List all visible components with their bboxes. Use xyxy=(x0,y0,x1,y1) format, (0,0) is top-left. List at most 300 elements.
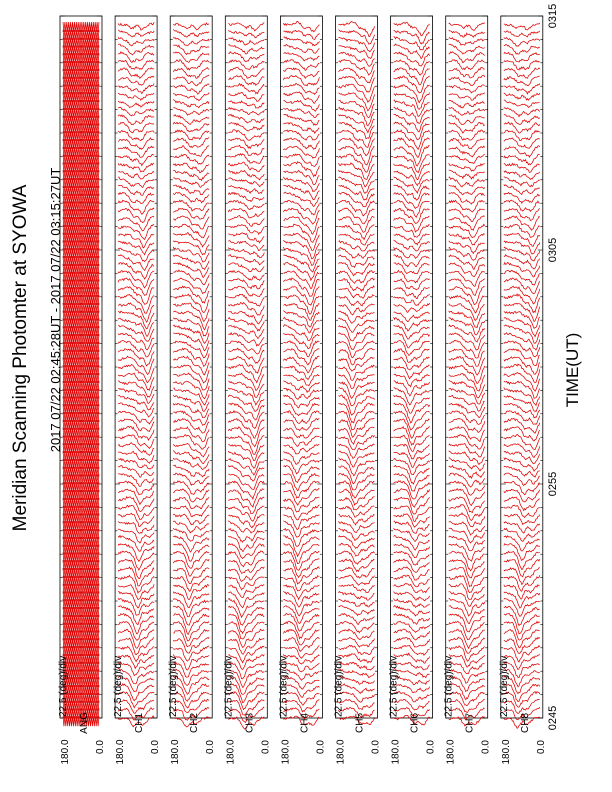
trace-line xyxy=(118,287,154,305)
trace-line xyxy=(339,418,375,437)
x-axis-label: TIME(UT) xyxy=(563,332,582,408)
trace-line xyxy=(228,365,264,383)
scale-label: 22.5 (deg)/div xyxy=(223,655,235,717)
trace-line xyxy=(228,529,264,543)
trace-line xyxy=(173,443,209,456)
trace-line xyxy=(173,155,209,165)
trace-line xyxy=(283,395,319,408)
trace-line xyxy=(173,403,209,417)
trace-line xyxy=(118,163,154,172)
panel-ch3 xyxy=(223,16,271,765)
trace-line xyxy=(173,559,209,576)
trace-line xyxy=(394,592,430,601)
trace-line xyxy=(173,45,209,55)
trace-line xyxy=(173,60,209,70)
trace-line xyxy=(173,568,209,584)
trace-line xyxy=(118,68,154,79)
trace-line xyxy=(504,592,540,608)
trace-line xyxy=(283,515,319,530)
trace-line xyxy=(283,185,319,199)
trace-line xyxy=(173,451,209,464)
trace-line xyxy=(394,255,430,267)
trace-line xyxy=(504,466,540,477)
trace-line xyxy=(173,255,209,269)
trace-line xyxy=(339,138,375,155)
trace-line xyxy=(394,388,430,405)
trace-group xyxy=(63,22,99,726)
channel-label: CH2 xyxy=(189,712,201,734)
trace-line xyxy=(504,473,540,486)
trace-line xyxy=(173,122,209,132)
trace-line xyxy=(118,241,154,254)
trace-line xyxy=(118,107,154,116)
trace-line xyxy=(228,551,264,567)
trace-line xyxy=(283,278,319,297)
ytick-bottom-label: 0.0 xyxy=(425,740,437,754)
trace-line xyxy=(394,171,430,185)
trace-line xyxy=(173,465,209,477)
trace-line xyxy=(173,30,209,38)
ytick-bottom-label: 0.0 xyxy=(480,740,492,754)
ytick-bottom-label: 0.0 xyxy=(150,740,162,754)
trace-line xyxy=(173,233,209,247)
trace-line xyxy=(283,567,319,584)
trace-line xyxy=(449,248,485,261)
trace-line xyxy=(449,93,485,101)
trace-line xyxy=(449,163,485,171)
trace-line xyxy=(394,85,430,103)
trace-line xyxy=(228,92,264,101)
trace-line xyxy=(173,544,209,562)
trace-line xyxy=(228,326,264,339)
trace-line xyxy=(173,630,209,647)
trace-line xyxy=(118,101,154,108)
trace-line xyxy=(339,154,375,172)
trace-line xyxy=(283,600,319,616)
trace-line xyxy=(449,60,485,70)
x-tick-labels xyxy=(547,4,559,730)
trace-line xyxy=(339,536,375,549)
trace-line xyxy=(173,23,209,30)
trace-line xyxy=(283,100,319,111)
ytick-top-label: 180.0 xyxy=(60,739,71,765)
trace-line xyxy=(394,444,430,459)
trace-line xyxy=(449,146,485,157)
trace-line xyxy=(339,543,375,556)
trace-line xyxy=(228,318,264,331)
trace-line xyxy=(228,216,264,227)
trace-line xyxy=(339,46,375,59)
trace-line xyxy=(449,38,485,46)
trace-line xyxy=(283,170,319,184)
trace-line xyxy=(228,427,264,447)
trace-line xyxy=(118,200,154,214)
trace-line xyxy=(394,575,430,587)
x-tick-label: 0305 xyxy=(546,237,559,263)
trace-line xyxy=(449,67,485,78)
trace-line xyxy=(173,75,209,86)
trace-line xyxy=(283,375,319,386)
trace-line xyxy=(394,114,430,132)
trace-line xyxy=(449,365,485,383)
trace-line xyxy=(228,622,264,639)
trace-line xyxy=(394,22,430,36)
trace-line xyxy=(339,427,375,444)
trace-line xyxy=(394,544,430,558)
trace-line xyxy=(394,44,430,59)
trace-line xyxy=(339,637,375,647)
trace-line xyxy=(504,255,540,269)
trace-line xyxy=(228,515,264,528)
ytick-bottom-label: 0.0 xyxy=(315,740,327,754)
trace-line xyxy=(118,341,154,358)
trace-line xyxy=(394,163,430,180)
trace-line xyxy=(504,60,540,70)
trace-line xyxy=(394,349,430,363)
scale-label: 22.5 (deg)/div xyxy=(443,655,455,717)
trace-line xyxy=(118,37,154,46)
trace-line xyxy=(394,303,430,312)
trace-line xyxy=(283,403,319,415)
trace-line xyxy=(173,585,209,600)
trace-line xyxy=(394,645,430,655)
trace-line xyxy=(339,22,375,37)
trace-line xyxy=(228,30,264,38)
trace-line xyxy=(118,177,154,187)
trace-line xyxy=(228,101,264,108)
trace-line xyxy=(228,286,264,296)
trace-line xyxy=(394,638,430,648)
trace-line xyxy=(283,295,319,314)
trace-line xyxy=(228,465,264,481)
trace-line xyxy=(118,451,154,463)
trace-line xyxy=(228,200,264,209)
trace-line xyxy=(118,30,154,37)
ytick-top-label: 180.0 xyxy=(115,739,127,765)
channel-label: CH8 xyxy=(519,712,531,734)
trace-line xyxy=(504,585,540,599)
trace-line xyxy=(394,614,430,625)
trace-line xyxy=(228,388,264,405)
panel-ch8 xyxy=(499,16,547,765)
trace-line xyxy=(394,551,430,565)
scale-label: 22.5 (deg)/div xyxy=(168,655,180,717)
trace-line xyxy=(504,263,540,278)
ytick-top-label: 180.0 xyxy=(500,739,512,765)
trace-line xyxy=(394,37,430,50)
trace-line xyxy=(449,349,485,366)
trace-line xyxy=(173,100,209,108)
trace-line xyxy=(228,536,264,551)
trace-line xyxy=(394,452,430,467)
trace-line xyxy=(118,505,154,519)
trace-line xyxy=(173,146,209,157)
trace-line xyxy=(339,84,375,102)
trace-line xyxy=(504,216,540,230)
trace-line xyxy=(118,76,154,85)
trace-line xyxy=(504,23,540,30)
chart-subtitle: 2017 07/22 02:45:28UT - 2017 07/22 03:15:27UT xyxy=(48,167,63,453)
trace-line xyxy=(118,356,154,374)
trace-line xyxy=(228,373,264,390)
trace-line xyxy=(283,21,319,32)
trace-line xyxy=(449,241,485,254)
ytick-bottom-label: 0.0 xyxy=(95,740,106,754)
trace-line xyxy=(173,37,209,45)
panel-ch5 xyxy=(334,16,382,765)
trace-line xyxy=(449,466,485,479)
ytick-bottom-label: 0.0 xyxy=(260,740,272,754)
trace-line xyxy=(339,255,375,267)
trace-line xyxy=(228,145,264,155)
trace-line xyxy=(118,192,154,203)
trace-line xyxy=(504,177,540,187)
trace-line xyxy=(449,255,485,269)
panel-ch7 xyxy=(444,16,492,765)
trace-line xyxy=(228,506,264,521)
trace-line xyxy=(339,584,375,592)
trace-line xyxy=(173,247,209,262)
trace-line xyxy=(228,629,264,647)
panel-ch6 xyxy=(389,16,437,765)
trace-line xyxy=(449,528,485,543)
trace-line xyxy=(339,365,375,380)
trace-line xyxy=(118,622,154,641)
trace-line xyxy=(504,154,540,165)
trace-line xyxy=(449,154,485,163)
trace-line xyxy=(228,585,264,598)
trace-line xyxy=(283,217,319,235)
trace-line xyxy=(118,411,154,424)
trace-line xyxy=(283,428,319,438)
trace-line xyxy=(339,506,375,517)
trace-line xyxy=(504,637,540,653)
trace-line xyxy=(173,528,209,541)
channel-label: CH6 xyxy=(409,712,421,734)
trace-line xyxy=(449,263,485,277)
trace-line xyxy=(504,84,540,94)
trace-line xyxy=(283,200,319,215)
trace-line xyxy=(173,576,209,592)
trace-group xyxy=(283,21,319,725)
channel-label: CH5 xyxy=(354,712,366,734)
trace-line xyxy=(449,419,485,433)
trace-line xyxy=(339,528,375,540)
trace-line xyxy=(228,560,264,574)
trace-line xyxy=(228,577,264,590)
trace-line xyxy=(228,130,264,141)
panel-ang xyxy=(58,16,106,765)
trace-line xyxy=(339,146,375,165)
trace-line xyxy=(228,76,264,86)
trace-line xyxy=(173,348,209,366)
trace-line xyxy=(504,45,540,55)
trace-line xyxy=(283,37,319,46)
trace-line xyxy=(228,52,264,62)
trace-line xyxy=(283,76,319,86)
trace-line xyxy=(504,108,540,117)
trace-line xyxy=(283,162,319,177)
trace-line xyxy=(228,23,264,31)
trace-line xyxy=(394,185,430,200)
trace-line xyxy=(394,341,430,356)
trace-line xyxy=(118,171,154,179)
trace-line xyxy=(449,107,485,115)
trace-line xyxy=(228,279,264,289)
ytick-top-label: 180.0 xyxy=(280,739,292,765)
trace-line xyxy=(504,37,540,46)
trace-line xyxy=(118,481,154,495)
trace-line xyxy=(173,521,209,533)
trace-line xyxy=(173,193,209,203)
trace-line xyxy=(173,84,209,94)
trace-line xyxy=(394,107,430,123)
trace-line xyxy=(283,45,319,54)
trace-line xyxy=(283,333,319,349)
trace-line xyxy=(394,177,430,193)
trace-line xyxy=(118,52,154,63)
trace-line xyxy=(394,155,430,173)
ytick-top-label: 180.0 xyxy=(225,739,237,765)
trace-line xyxy=(504,163,540,172)
trace-line xyxy=(283,60,319,71)
trace-line xyxy=(339,614,375,625)
channel-label: CH3 xyxy=(244,712,256,734)
trace-line xyxy=(394,294,430,305)
trace-line xyxy=(394,325,430,339)
trace-line xyxy=(449,473,485,487)
trace-line xyxy=(228,138,264,148)
trace-line xyxy=(394,60,430,75)
trace-line xyxy=(394,317,430,331)
scale-label: 22.5 (deg)/div xyxy=(58,655,69,717)
trace-line xyxy=(339,311,375,323)
trace-line xyxy=(228,225,264,235)
trace-line xyxy=(283,576,319,591)
trace-line xyxy=(283,505,319,520)
trace-line xyxy=(173,637,209,653)
trace-line xyxy=(118,185,154,195)
trace-line xyxy=(449,138,485,148)
trace-line xyxy=(118,419,154,432)
channel-label: ANG xyxy=(79,712,90,734)
trace-line xyxy=(283,388,319,399)
channel-label: CH7 xyxy=(464,712,476,734)
trace-line xyxy=(449,30,485,37)
trace-line xyxy=(449,396,485,412)
trace-line xyxy=(504,171,540,180)
trace-line xyxy=(283,591,319,607)
trace-line xyxy=(173,130,209,140)
trace-line xyxy=(118,466,154,478)
trace-line xyxy=(118,349,154,366)
trace-line xyxy=(173,506,209,517)
panels-group xyxy=(58,16,547,765)
trace-line xyxy=(228,45,264,54)
trace-line xyxy=(339,295,375,306)
trace-line xyxy=(394,146,430,167)
trace-line xyxy=(449,536,485,551)
trace-group xyxy=(504,23,540,728)
channel-label: CH1 xyxy=(134,712,146,734)
trace-line xyxy=(504,76,540,86)
ytick-top-label: 180.0 xyxy=(335,739,347,765)
trace-line xyxy=(118,388,154,403)
trace-line xyxy=(118,208,154,223)
trace-line xyxy=(228,567,264,582)
trace-line xyxy=(118,575,154,593)
trace-line xyxy=(283,474,319,491)
trace-line xyxy=(228,84,264,94)
trace-line xyxy=(504,100,540,108)
trace-line xyxy=(449,177,485,187)
trace-line xyxy=(339,52,375,66)
trace-line xyxy=(504,434,540,449)
trace-line xyxy=(283,559,319,578)
trace-line xyxy=(339,481,375,498)
trace-line xyxy=(394,599,430,608)
trace-line xyxy=(118,497,154,512)
trace-line xyxy=(228,395,264,411)
trace-line xyxy=(118,474,154,487)
trace-line xyxy=(449,544,485,561)
trace-line xyxy=(118,154,154,165)
trace-line xyxy=(449,216,485,231)
trace-line xyxy=(449,303,485,320)
chart-title: Meridian Scanning Photomter at SYOWA xyxy=(10,184,31,532)
ytick-top-label: 180.0 xyxy=(390,739,402,765)
trace-line xyxy=(173,592,209,608)
trace-line xyxy=(173,93,209,101)
panel-ch4 xyxy=(278,16,326,765)
trace-line xyxy=(173,373,209,390)
trace-line xyxy=(283,233,319,250)
trace-line xyxy=(173,497,209,508)
trace-line xyxy=(228,271,264,281)
trace-line xyxy=(228,38,264,46)
trace-line xyxy=(283,341,319,357)
trace-line xyxy=(394,497,430,514)
scale-label: 22.5 (deg)/div xyxy=(278,655,290,717)
trace-line xyxy=(173,68,209,79)
trace-line xyxy=(228,303,264,316)
panel-ch2 xyxy=(168,16,216,765)
trace-line xyxy=(449,193,485,204)
trace-line xyxy=(228,592,264,608)
trace-line xyxy=(504,349,540,366)
trace-line xyxy=(449,23,485,31)
trace-line xyxy=(449,44,485,54)
trace-line xyxy=(173,481,209,494)
trace-line xyxy=(339,599,375,607)
scale-label: 22.5 (deg)/div xyxy=(498,655,510,717)
trace-line xyxy=(339,263,375,276)
trace-line xyxy=(118,93,154,100)
trace-line xyxy=(449,357,485,376)
trace-line xyxy=(228,154,264,164)
trace-line xyxy=(339,374,375,389)
trace-group xyxy=(228,23,264,729)
trace-line xyxy=(228,108,264,115)
trace-line xyxy=(118,225,154,240)
scale-label: 22.5 (deg)/div xyxy=(113,655,125,717)
trace-line xyxy=(339,551,375,564)
trace-line xyxy=(504,93,540,100)
trace-line xyxy=(173,108,209,115)
trace-line xyxy=(449,85,485,93)
trace-line xyxy=(339,318,375,332)
trace-line xyxy=(283,365,319,379)
